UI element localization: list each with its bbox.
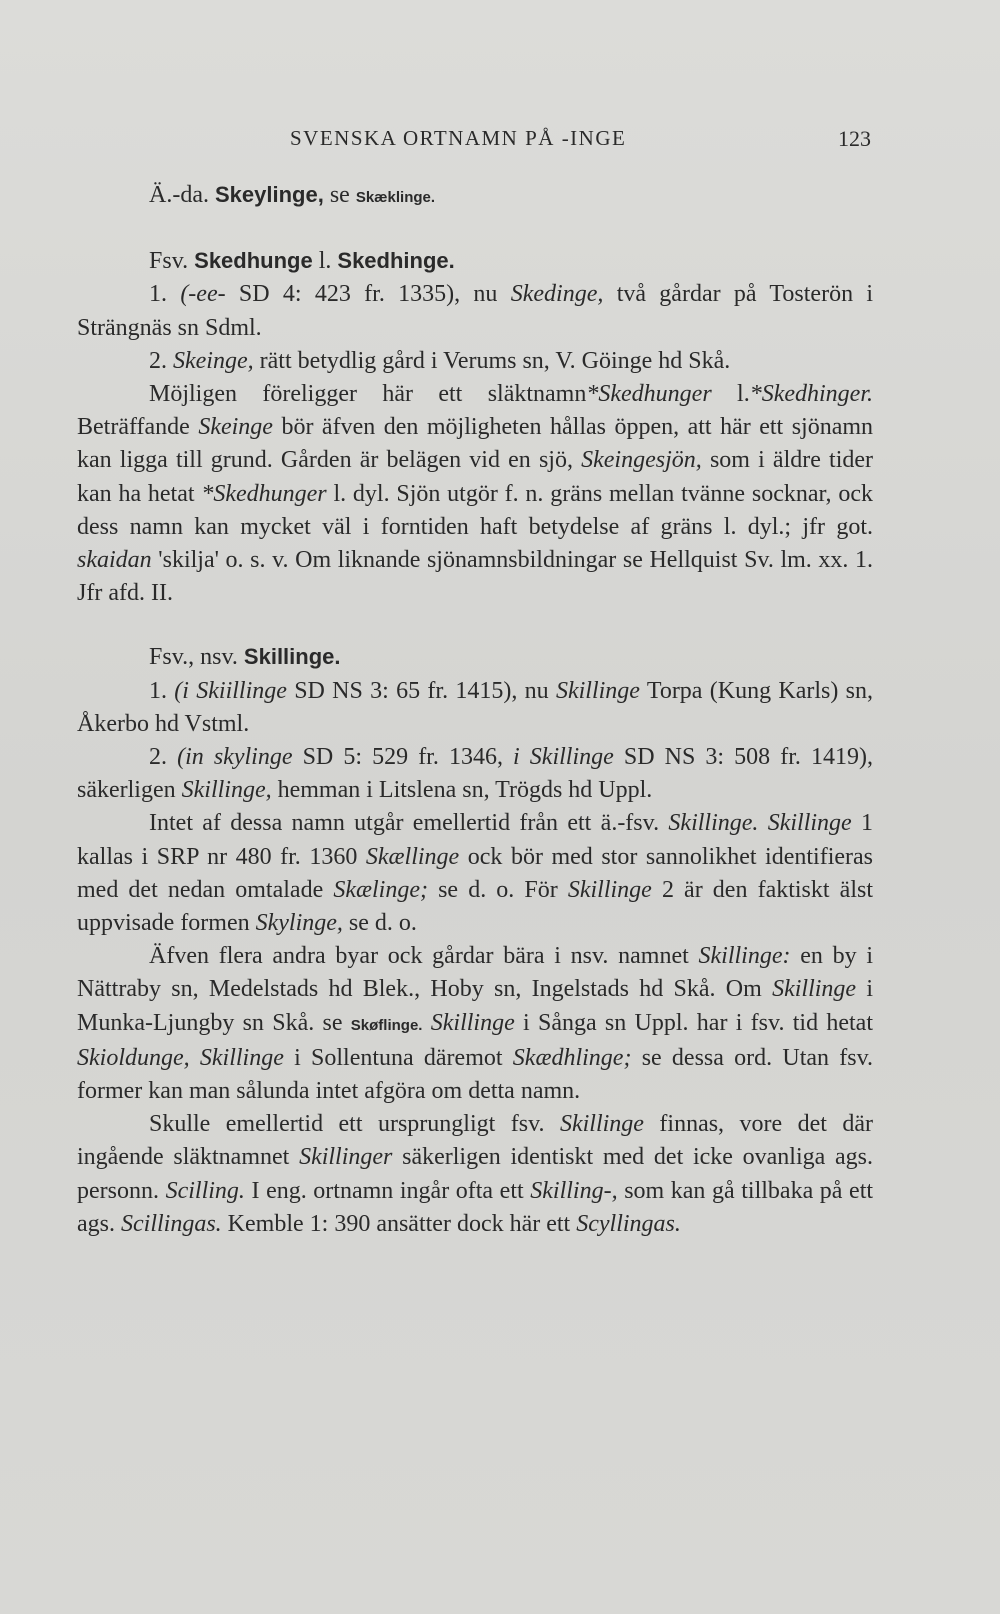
spelling-form: (i Skiillinge [174,677,287,704]
italic-form: *Skedhunger [586,381,712,408]
text-run: 2 är den faktiskt älst uppvisade formen [77,876,873,937]
item-number: 2. [149,744,167,771]
italic-form: Skillinge. [668,810,759,837]
item-text: Torpa (Kung Karls) sn, Åkerbo hd Vstml. [77,677,873,737]
source-ref: SD 4: 423 fr. 1335), nu [238,281,498,308]
italic-form: Scillingas. [121,1210,222,1237]
italic-form: Skællinge [365,843,460,870]
italic-form: Skillinge: [698,943,791,970]
text-run: ock bör med stor sannolikhet identifieras med det nedan omtalade [77,843,874,903]
skillinge-paragraph-3 [77,1108,873,1241]
text-run: se dessa ord. Utan fsv. former kan man sålunda intet afgöra om detta namn. [77,1044,874,1105]
text-run: Skulle emellertid ett ursprungligt fsv. [149,1111,545,1138]
skedhunge-discussion [77,378,873,610]
italic-form: skaidan [77,547,152,574]
entry-prefix: Fsv., nsv. [149,644,238,671]
headword: Skillinge. [243,644,341,670]
text-run: se d. o. [348,910,417,937]
text-run: Äfven flera andra byar ock gårdar bära i nsv. namnet [149,943,689,970]
spelling-form: (-ee- [180,281,226,308]
text-run: som i äldre tider kan ha hetat [77,447,874,507]
item-number: 1. [149,281,167,308]
place-name: Skeinge, [173,347,254,374]
italic-form: Skædhlinge; [512,1044,632,1071]
place-name: Skillinge, [181,777,272,804]
italic-form: *Skedhinger. [749,381,874,408]
italic-form: Scyllingas. [576,1210,681,1237]
italic-form: Skylinge, [255,910,343,937]
italic-form: Skioldunge, Skillinge [77,1044,284,1071]
entry-prefix: Ä.-da. [149,182,209,208]
text-run: se d. o. För [438,876,558,903]
text-run: i Munka-Ljungby sn Skå. se [77,976,874,1036]
item-text: två gårdar på Tosterön i Strängnäs sn Sdml. [77,281,874,341]
text-run: finnas, vore det där ingående släktnamnet [77,1111,874,1171]
italic-form: *Skedhunger [201,480,327,507]
text-run: 1 kallas i SRP nr 480 fr. 1360 [77,810,874,870]
italic-form: Skilling-, [530,1177,618,1204]
skillinge-item-1 [77,675,873,741]
italic-form: Skælinge; [333,876,428,903]
headword-variant: Skedhinge. [337,248,455,274]
item-text: rätt betydlig gård i Verums sn, V. Göinge hd Skå. [259,347,731,374]
italic-form: Skillinge [567,876,652,903]
item-number: 1. [149,677,167,704]
item-number: 2. [149,347,167,374]
item-text: hemman i Litslena sn, Trögds hd Uppl. [277,777,653,804]
text-run: l. [737,381,750,408]
skillinge-paragraph-2 [77,940,873,1108]
place-name: Skillinge [555,677,640,704]
italic-form: Skeinge [198,414,273,441]
cross-reference: Skæklinge. [355,189,436,206]
entry-skeylinge [77,178,873,214]
headword: Skedhunge [194,248,313,274]
entry-prefix: Fsv. [149,248,189,275]
italic-form: Skillinge [767,810,852,837]
text-run: Intet af dessa namn utgår emellertid från ett ä.-fsv. [149,810,660,837]
text-run: i Sånga sn Uppl. har i fsv. tid hetat [523,1009,873,1036]
skedhunge-item-2 [77,345,873,378]
italic-form: Scilling. [165,1177,245,1204]
italic-form: Skillinge [430,1009,515,1036]
text-run: Beträffande [77,414,190,441]
skillinge-paragraph-1 [77,807,873,940]
entry-skillinge-heading [77,640,873,674]
source-ref: SD NS 3: 65 fr. 1415), nu [294,677,549,704]
text-run: en by i Nättraby sn, Medelstads hd Blek., Hoby sn, Ingelstads hd Skå. Om [77,943,874,1003]
italic-form: Skillinge [559,1111,644,1138]
text-run: I eng. ortnamn ingår ofta ett [251,1177,524,1204]
text-run: i Sollentuna däremot [294,1044,503,1071]
spelling-form: i Skillinge [513,744,614,771]
entry-skedhunge-heading [77,244,873,278]
see-text: se [329,182,350,208]
italic-form: Skeingesjön, [581,447,702,474]
italic-form: Skillinge [772,976,857,1003]
text-run: 'skilja' o. s. v. Om liknande sjönamnsbildningar se Hellquist Sv. lm. xx. 1. Jfr afd. II. [77,547,874,607]
text-run: Möjligen föreligger här ett släktnamn [149,381,587,408]
page-number: 123 [838,126,871,151]
italic-form: Skillinger [299,1144,393,1171]
text-run: bör äfven den möjligheten hållas öppen, att här ett sjönamn kan ligga till grund. Gården är belägen vid en sjö, [77,414,874,474]
place-name: Skedinge, [510,281,604,308]
text-run: som kan gå tillbaka på ett ags. [77,1177,874,1237]
text-run: l. dyl. Sjön utgör f. n. gräns mellan tvänne socknar, ock dess namn kan mycket väl i forntiden haft betydelse af gräns l. dyl.; jfr got. [77,480,873,540]
source-ref: SD NS 3: 508 fr. 1419), säkerligen [77,744,874,804]
headword: Skeylinge, [214,182,324,207]
text-run: säkerligen identiskt med det icke ovanliga ags. personn. [77,1144,874,1204]
running-title: SVENSKA ORTNAMN PÅ -INGE [290,126,627,150]
text-run: Kemble 1: 390 ansätter dock här ett [227,1210,571,1237]
spelling-form: (in skylinge [177,744,293,771]
cross-reference: Skøflinge. [350,1016,423,1034]
or-text: l. [318,248,332,275]
skedhunge-item-1 [77,278,873,344]
page-body [77,178,873,1241]
source-ref: SD 5: 529 fr. 1346, [302,744,503,771]
skillinge-item-2 [77,741,873,807]
